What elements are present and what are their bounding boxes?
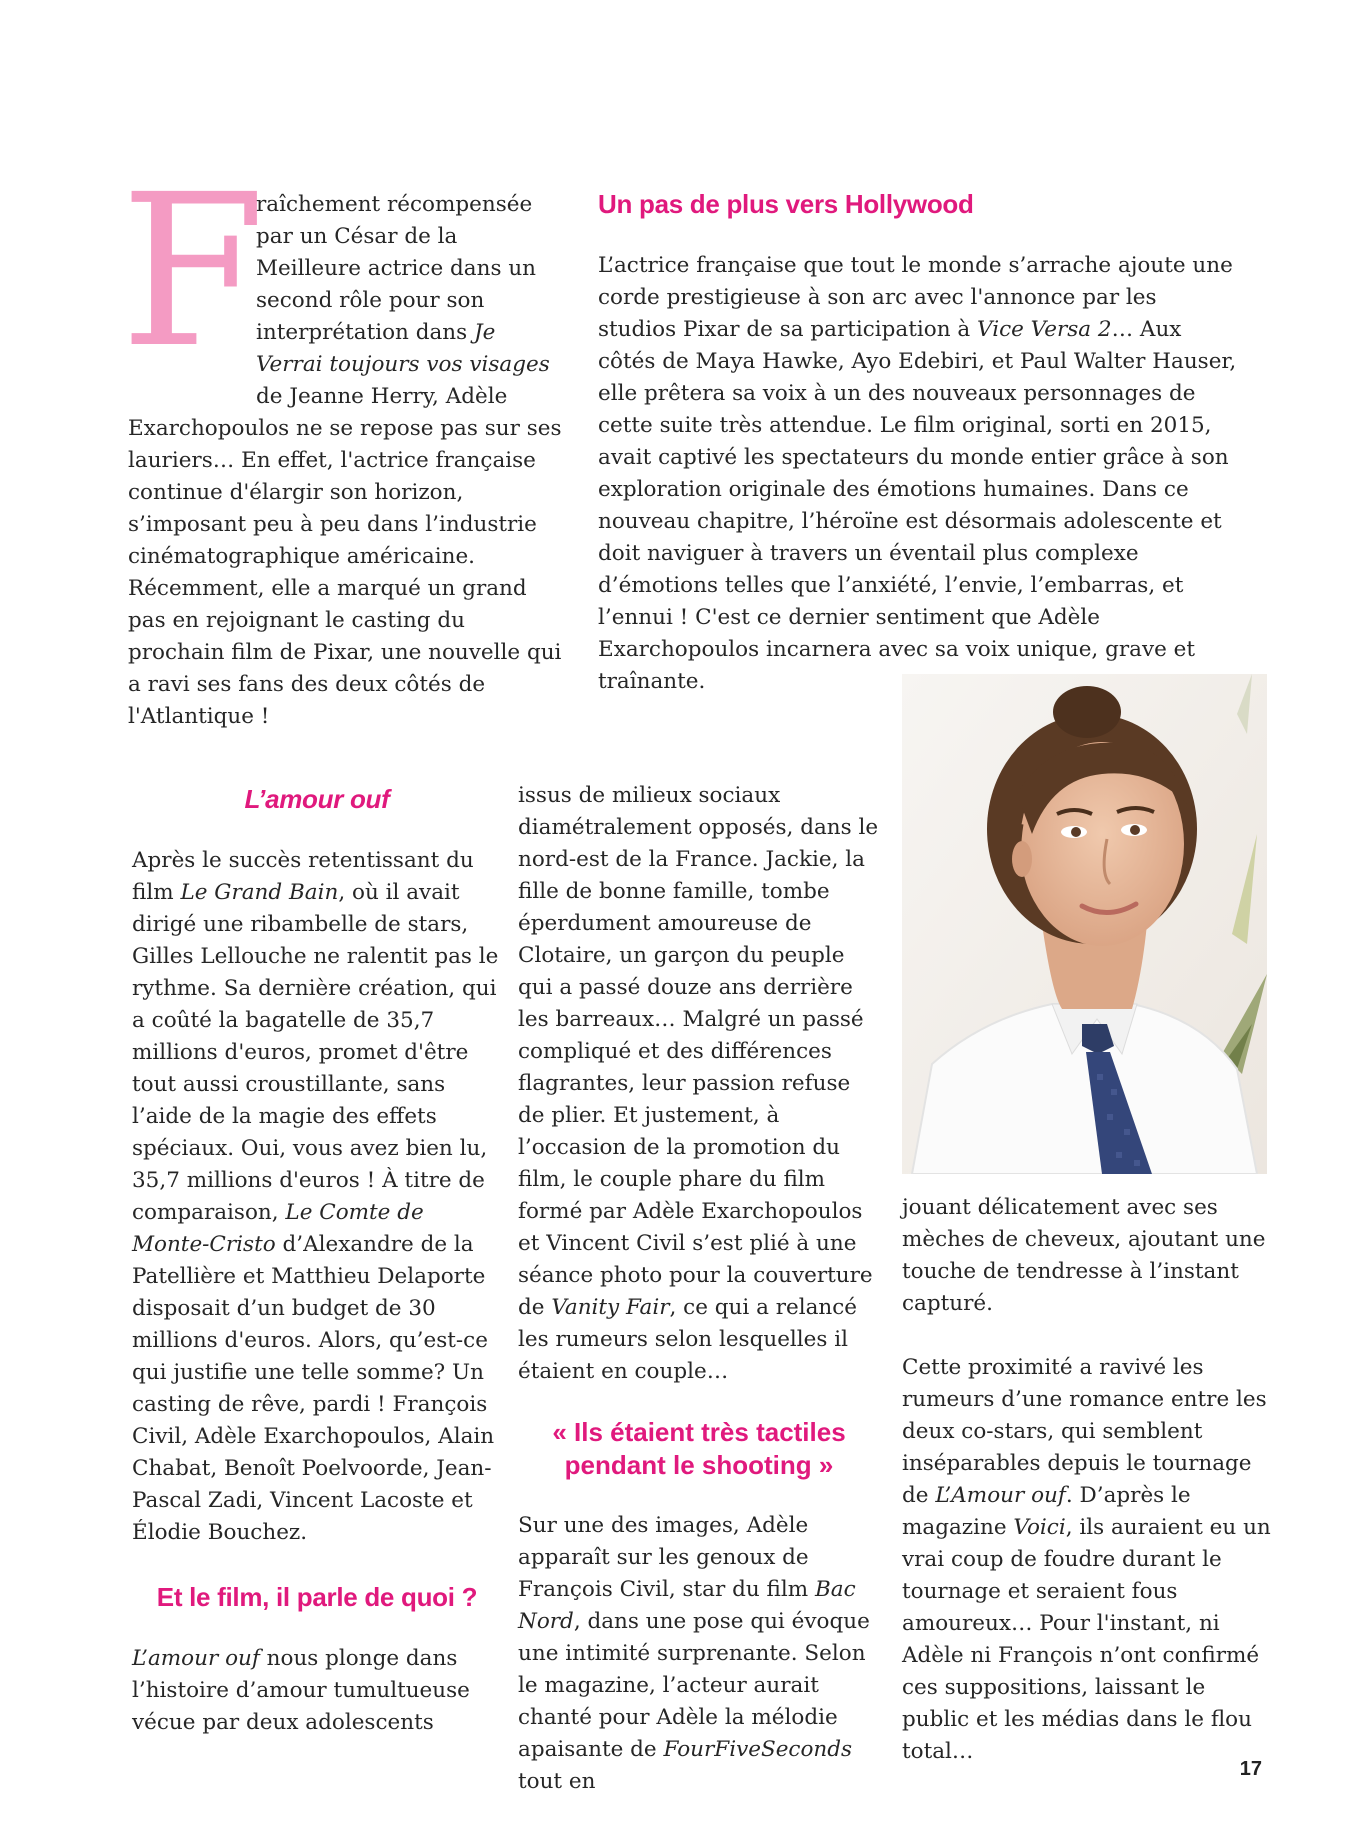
- right-column: [902, 1192, 1272, 1768]
- text-run: nous plonge dans l’histoire d’amour tumultueuse vécue par deux adolescents: [132, 1646, 470, 1735]
- text-run: . D’après le magazine: [902, 1483, 1191, 1540]
- text-run: Sur une des images, Adèle apparaît sur les genoux de François Civil, star du film: [518, 1513, 815, 1602]
- text-run: issus de milieux sociaux diamétralement opposés, dans le nord-est de la France. Jackie, la fille de bonne famille, tombe éperdument amoureuse de Clotaire, un garçon du peuple qui a passé douze ans derrière les barreaux… Malgré un passé compliqué et des différences flagrantes, leur passion refuse de plier. Et justement, à l’occasion de la promotion du film, le couple phare du film formé par Adèle Exarchopoulos et Vincent Civil s’est plié à une séance photo pour la couverture de: [518, 783, 879, 1320]
- text-run: de Jeanne Herry, Adèle Exarchopoulos ne se repose pas sur ses lauriers… En effet, l'actrice française continue d'élargir son horizon, s’imposant peu à peu dans l’industrie cinématographique américaine. Récemment, elle a marqué un grand pas en rejoignant le casting du prochain film de Pixar, une nouvelle qui a ravi ses fans des deux côtés de l'Atlantique !: [128, 384, 562, 729]
- italic-title: Le Comte de Monte-Cristo: [132, 1200, 424, 1257]
- pull-quote: [518, 1416, 880, 1482]
- amour-heading: L’amour ouf: [244, 784, 390, 814]
- middle-paragraph: [518, 780, 880, 1388]
- middle-column: [518, 780, 880, 1798]
- film-paragraph: [132, 1643, 502, 1739]
- shooting-paragraph: [518, 1510, 880, 1798]
- italic-title: Je Verrai toujours vos visages: [256, 320, 550, 377]
- italic-title: L’amour ouf: [132, 1646, 260, 1671]
- right-paragraph-1: [902, 1192, 1272, 1320]
- text-run: Après le succès retentissant du film: [132, 848, 474, 905]
- text-run: … Aux côtés de Maya Hawke, Ayo Edebiri, et Paul Walter Hauser, elle prêtera sa voix à un des nouveaux personnages de cette suite très attendue. Le film original, sorti en 2015, avait captivé les spectateurs du monde entier grâce à son exploration originale des émotions humaines. Dans ce nouveau chapitre, l’héroïne est désormais adolescente et doit naviguer à travers un éventail plus complexe d’émotions telles que l’anxiété, l’envie, l’embarras, et l’ennui ! C'est ce dernier sentiment que Adèle Exarchopoulos incarnera avec sa voix unique, grave et traînante.: [598, 317, 1237, 694]
- intro-column: [120, 149, 568, 733]
- text-run: , où il avait dirigé une ribambelle de stars, Gilles Lellouche ne ralentit pas le rythme. Sa dernière création, qui a coûté la bagatelle de 35,7 millions d'euros, promet d'être tout aussi croustillante, sans l’aide de la magie des effets spéciaux. Oui, vous avez bien lu, 35,7 millions d'euros ! À titre de comparaison,: [132, 880, 499, 1225]
- amour-section: [132, 783, 502, 1739]
- pull-quote-line-1: « Ils étaient très tactiles: [552, 1417, 846, 1447]
- text-run: L’actrice française que tout le monde s’arrache ajoute une corde prestigieuse à son arc avec l'annonce par les studios Pixar de sa participation à: [598, 253, 1233, 342]
- hollywood-paragraph: [598, 250, 1238, 698]
- portrait-illustration: [902, 674, 1267, 1174]
- portrait-photo: [902, 674, 1267, 1174]
- text-run: , ce qui a relancé les rumeurs selon lesquelles il étaient en couple…: [518, 1295, 858, 1384]
- italic-title: Voici: [1013, 1515, 1066, 1540]
- text-run: jouant délicatement avec ses mèches de cheveux, ajoutant une touche de tendresse à l’instant capturé.: [902, 1195, 1266, 1316]
- italic-title: Vice Versa 2: [977, 317, 1112, 342]
- amour-paragraph: [132, 845, 502, 1549]
- page-number: 17: [1239, 1758, 1262, 1780]
- italic-title: Vanity Fair: [551, 1295, 670, 1320]
- italic-title: Le Grand Bain: [180, 880, 339, 905]
- text-run: d’Alexandre de la Patellière et Matthieu Delaporte disposait d’un budget de 30 millions d'euros. Alors, qu’est-ce qui justifie une telle somme? Un casting de rêve, pardi ! François Civil, Adèle Exarchopoulos, Alain Chabat, Benoît Poelvoorde, Jean-Pascal Zadi, Vincent Lacoste et Élodie Bouchez.: [132, 1232, 495, 1545]
- text-run: , ils auraient eu un vrai coup de foudre durant le tournage et seraient fous amoureux… Pour l'instant, ni Adèle ni François n’ont confirmé ces suppositions, laissant le public et les médias dans le flou total…: [902, 1515, 1271, 1764]
- drop-cap: F: [120, 149, 266, 394]
- right-paragraph-2: [902, 1352, 1272, 1768]
- pull-quote-line-2: pendant le shooting »: [564, 1450, 834, 1480]
- italic-title: L’Amour ouf: [935, 1483, 1066, 1508]
- text-run: , dans une pose qui évoque une intimité surprenante. Selon le magazine, l’acteur aurait chanté pour Adèle la mélodie apaisante de: [518, 1609, 870, 1762]
- hollywood-heading: Un pas de plus vers Hollywood: [598, 189, 974, 219]
- film-heading: Et le film, il parle de quoi ?: [156, 1582, 478, 1612]
- text-run: raîchement récompensée par un César de la Meilleure actrice dans un second rôle pour son interprétation dans: [256, 192, 537, 345]
- text-run: tout en: [518, 1769, 596, 1794]
- italic-title: FourFiveSeconds: [663, 1737, 853, 1762]
- italic-title: Bac Nord: [518, 1577, 856, 1634]
- text-run: Cette proximité a ravivé les rumeurs d’une romance entre les deux co-stars, qui semblent inséparables depuis le tournage de: [902, 1355, 1267, 1508]
- hollywood-section: [598, 188, 1238, 698]
